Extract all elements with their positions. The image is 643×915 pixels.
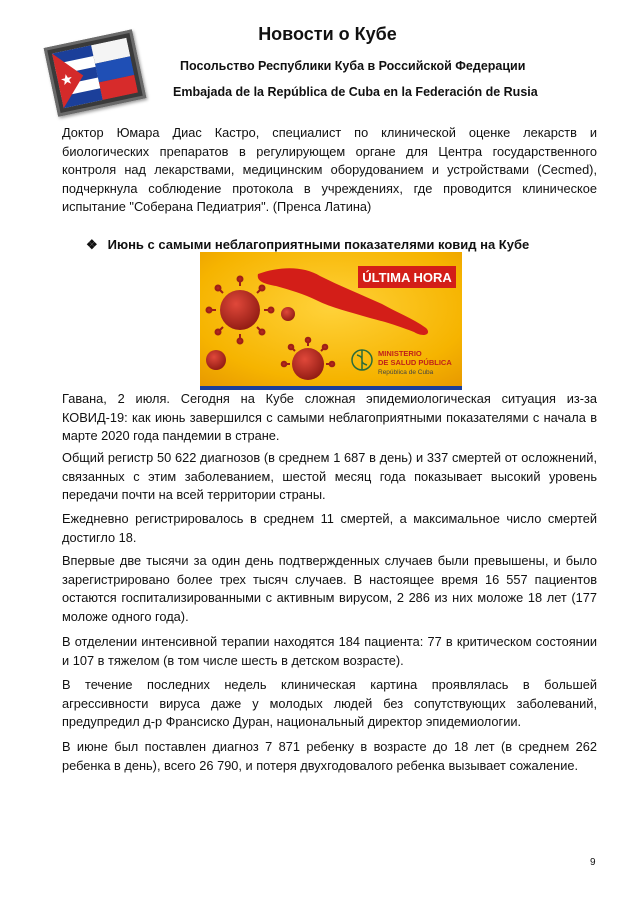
ministry-line3: República de Cuba <box>378 369 434 376</box>
page-title: Новости о Кубе <box>258 24 397 44</box>
paragraph: В июне был поставлен диагноз 7 871 ребенку в возрасте до 18 лет (в среднем 262 ребенка в день), всего 26 790, и потеря двухгодовалого ребенка вызывает сожаление. <box>62 739 597 773</box>
diamond-bullet-icon: ❖ <box>86 237 98 252</box>
embassy-subtitle-es: Embajada de la República de Cuba en la Federación de Rusia <box>173 85 538 99</box>
intro-paragraph: Доктор Юмара Диас Кастро, специалист по клинической оценке лекарств и биологических препаратов в регулирующем органе для Центра государственного контроля над лекарствами, медицинским оборудованием и устройствами (Cecmed), подчеркнула соблюдение протокола в учреждениях, где проводится клиническое испытание "Соберана Педиатрия". (Пренса Латина) <box>62 125 597 214</box>
ministry-line1: MINISTERIO <box>378 349 422 358</box>
section-heading <box>86 237 529 253</box>
flag-image <box>52 38 138 109</box>
section-heading-text: Июнь с самыми неблагоприятными показателями ковид на Кубе <box>107 237 530 252</box>
news-image <box>200 252 462 390</box>
paragraph: Общий регистр 50 622 диагнозов (в среднем 1 687 в день) и 337 смертей от осложнений, связанных с этим заболеванием, шестой месяц года показывает высокий уровень передачи почти на всей территории страны. <box>62 450 597 502</box>
embassy-subtitle-ru: Посольство Республики Куба в Российской Федерации <box>180 59 526 73</box>
page-header <box>0 0 643 120</box>
paragraph: Гавана, 2 июля. Сегодня на Кубе сложная эпидемиологическая ситуация из-за КОВИД-19: как июнь завершился с самыми неблагоприятными показателями с начала в марте 2020 года пандемии в стране. <box>62 391 597 443</box>
paragraph: В отделении интенсивной терапии находятся 184 пациента: 77 в критическом состоянии и 107 в тяжелом (в том числе шесть в детском возрасте). <box>62 634 597 668</box>
paragraph: В течение последних недель клиническая картина проявлялась в большей агрессивности вируса даже у молодых людей без сопутствующих заболеваний, предупредил д-р Франсиско Дуран, национальный директор эпидемиологии. <box>62 677 597 729</box>
page-number: 9 <box>590 857 596 868</box>
ministry-line2: DE SALUD PÚBLICA <box>378 358 452 367</box>
paragraph: Впервые две тысячи за один день подтвержденных случаев были превышены, и было зарегистрировано более трех тысяч случаев. В настоящее время 16 557 пациентов остаются госпитализированными с активным вирусом, 2 286 из них моложе 18 лет (177 моложе одного года). <box>62 553 597 624</box>
ultima-hora-banner: ÚLTIMA HORA <box>362 270 452 285</box>
paragraph: Ежедневно регистрировалось в среднем 11 смертей, а максимальное число смертей достигло 18. <box>62 511 597 545</box>
